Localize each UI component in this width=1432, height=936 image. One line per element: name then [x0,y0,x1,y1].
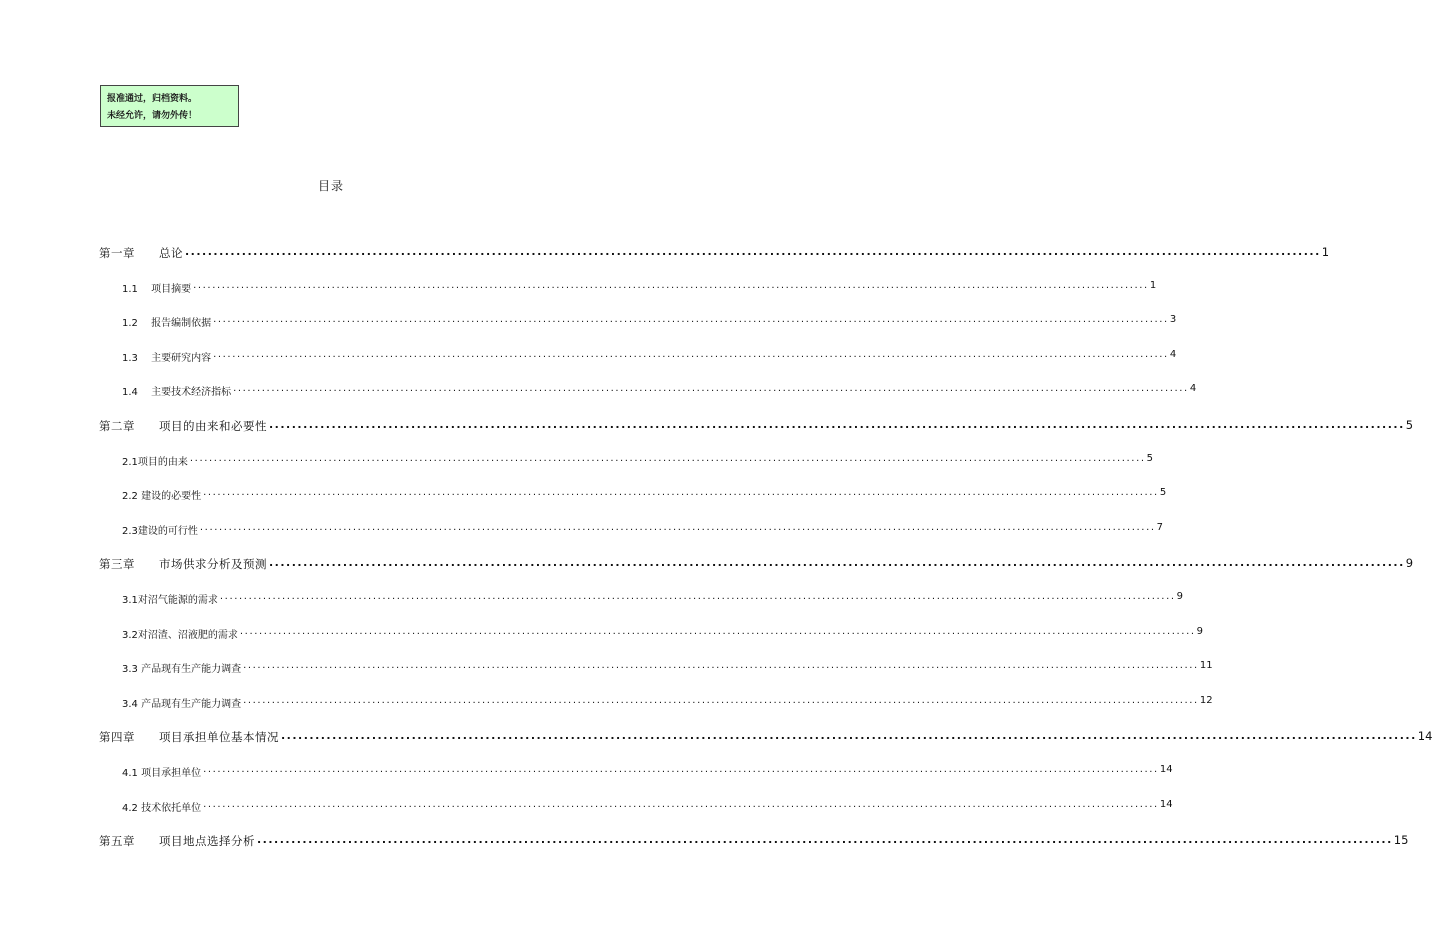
toc-title: 目录 [317,179,344,193]
toc-dot-leader: ........................................................................................................................................................................................................ [199,521,1156,533]
notice-line-1: 报准通过，归档资料。 [107,94,198,104]
toc-section-entry[interactable] [99,314,1177,349]
toc-dot-leader: ........................................................................................................................................................................................................ [203,763,1159,775]
toc-dot-leader: ........................................................................................................................................................................................................ [233,383,1189,395]
toc-dot-leader: ........................................................................................................................................................................................................ [213,314,1169,326]
toc-page-number: 14 [1159,763,1173,775]
toc-page-number: 3 [1169,314,1177,326]
toc-section-entry[interactable] [99,660,1213,695]
toc-section-entry[interactable] [99,487,1167,522]
toc-page-number: 5 [1159,487,1167,499]
toc-dot-leader: ........................................................................................................................................................................................................ [257,833,1393,847]
toc-page-number: 1 [1321,245,1330,259]
table-of-contents [99,245,1432,868]
toc-chapter-entry[interactable] [99,729,1432,764]
notice-line-2: 未经允许，请勿外传！ [107,111,198,121]
toc-page-number: 11 [1199,660,1213,672]
toc-dot-leader: ........................................................................................................................................................................................................ [203,798,1159,810]
toc-page-number: 9 [1176,590,1184,602]
toc-entry-label: 第二章 项目的由来和必要性 [99,418,267,433]
toc-dot-leader: ........................................................................................................................................................................................................ [185,245,1321,258]
toc-dot-leader: ........................................................................................................................................................................................................ [269,417,1405,431]
toc-dot-leader: ........................................................................................................................................................................................................ [219,590,1176,602]
toc-entry-label: 第四章 项目承担单位基本情况 [99,730,279,745]
toc-dot-leader: ........................................................................................................................................................................................................ [213,348,1169,360]
toc-entry-label: 4.2 技术依托单位 [122,799,203,814]
toc-section-entry[interactable] [99,452,1154,488]
toc-entry-label: 第三章 市场供求分析及预测 [99,557,267,572]
toc-section-entry[interactable] [99,348,1177,384]
toc-entry-label: 4.1 项目承担单位 [122,764,203,779]
toc-entry-label: 3.4 产品现有生产能力调查 [122,695,243,710]
toc-entry-label: 1.2 报告编制依据 [122,314,213,329]
toc-section-entry[interactable] [99,798,1173,834]
toc-entry-label: 3.1对沼气能源的需求 [122,591,220,606]
toc-section-entry[interactable] [99,383,1197,418]
toc-entry-label: 1.4 主要技术经济指标 [122,383,233,398]
toc-page-number: 5 [1405,417,1414,432]
toc-page-number: 1 [1149,279,1157,291]
toc-page-number: 9 [1196,625,1204,637]
toc-dot-leader: ........................................................................................................................................................................................................ [239,625,1196,637]
toc-page-number: 12 [1199,694,1213,706]
toc-entry-label: 2.1项目的由来 [122,453,190,468]
toc-entry-label: 3.3 产品现有生产能力调查 [122,660,243,675]
toc-dot-leader: ........................................................................................................................................................................................................ [243,660,1199,672]
toc-page-number: 4 [1169,348,1177,360]
toc-entry-label: 第一章 总论 [99,246,183,260]
toc-page-number: 14 [1159,798,1173,810]
toc-entry-label: 第五章 项目地点选择分析 [99,834,255,849]
toc-section-entry[interactable] [99,625,1204,661]
toc-page-number: 7 [1156,521,1164,533]
toc-entry-label: 2.3建设的可行性 [122,522,200,537]
toc-section-entry[interactable] [99,279,1157,315]
toc-page-number: 9 [1405,556,1414,571]
toc-dot-leader: ........................................................................................................................................................................................................ [189,452,1146,464]
toc-page-number: 15 [1393,833,1409,848]
toc-chapter-entry[interactable] [99,833,1409,868]
toc-dot-leader: ........................................................................................................................................................................................................ [281,729,1417,743]
toc-page-number: 5 [1146,452,1154,464]
toc-page-number: 14 [1417,729,1432,744]
toc-section-entry[interactable] [99,521,1164,557]
toc-section-entry[interactable] [99,590,1184,626]
toc-entry-label: 1.1 项目摘要 [122,280,193,295]
toc-entry-label: 3.2对沼渣、沼液肥的需求 [122,626,240,641]
toc-section-entry[interactable] [99,694,1213,730]
toc-entry-label: 1.3 主要研究内容 [122,349,213,364]
toc-dot-leader: ........................................................................................................................................................................................................ [269,556,1405,570]
toc-dot-leader: ........................................................................................................................................................................................................ [243,694,1199,706]
toc-chapter-entry[interactable] [99,417,1414,453]
toc-dot-leader: ........................................................................................................................................................................................................ [193,279,1149,291]
toc-chapter-entry[interactable] [99,245,1330,280]
toc-section-entry[interactable] [99,763,1173,799]
toc-entry-label: 2.2 建设的必要性 [122,487,203,502]
approval-notice-box [100,85,239,127]
toc-dot-leader: ........................................................................................................................................................................................................ [203,487,1159,499]
toc-page-number: 4 [1189,383,1197,395]
toc-chapter-entry[interactable] [99,556,1414,591]
